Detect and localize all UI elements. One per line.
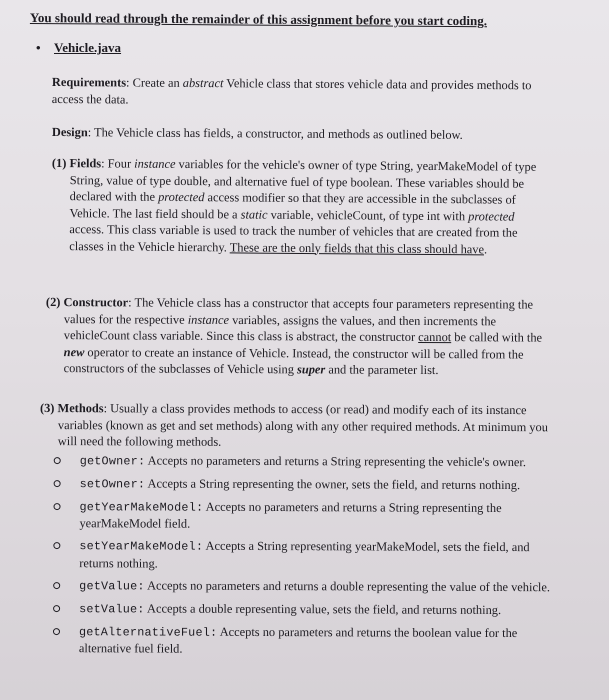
- fields-static: static: [240, 206, 268, 222]
- constructor-text-1: : The Vehicle class has a constructor that accepts four parameters representing the values for the respective: [63, 295, 534, 327]
- requirements-text-2: Vehicle class that stores vehicle data and provides methods to access the data.: [51, 76, 532, 107]
- constructor-section: [46, 294, 546, 379]
- fields-protected: protected: [158, 189, 205, 205]
- method-name: getYearMakeModel:: [79, 499, 204, 515]
- method-item: [39, 537, 559, 573]
- method-name: getValue:: [79, 578, 145, 593]
- circle-bullet-icon: [53, 605, 60, 612]
- circle-bullet-icon: [53, 582, 60, 589]
- circle-bullet-icon: [53, 628, 60, 635]
- fields-text-6: .: [483, 241, 488, 256]
- fields-only-note: These are the only fields that this class should have: [229, 239, 485, 256]
- vehicle-java-heading: [36, 40, 121, 56]
- method-item: [39, 497, 559, 533]
- method-item: [39, 576, 559, 596]
- method-item: [40, 474, 560, 494]
- method-desc: Accepts no parameters and returns a String representing the yearMakeModel field.: [79, 499, 502, 531]
- circle-bullet-icon: [54, 480, 61, 487]
- fields-text-5: access. This class variable is used to track the number of vehicles that are created from the classes in the Vehicle hierarchy.: [69, 222, 518, 254]
- method-desc: Accepts no parameters and returns a double representing the value of the vehicle.: [144, 577, 551, 594]
- method-item: [40, 451, 560, 471]
- constructor-instance: instance: [187, 312, 230, 327]
- method-item: [39, 622, 559, 658]
- fields-protected-2: protected: [468, 208, 515, 224]
- method-name: setOwner:: [79, 476, 146, 491]
- design-label: Design: [51, 124, 88, 140]
- requirements-paragraph: [52, 74, 552, 110]
- method-desc: Accepts no parameters and returns the boolean value for the alternative fuel field.: [78, 624, 518, 656]
- methods-list: [39, 451, 560, 658]
- requirements-text-1: : Create an: [126, 75, 183, 90]
- requirements-abstract: abstract: [182, 75, 224, 91]
- vehicle-java-filename: Vehicle.java: [54, 40, 122, 55]
- fields-text-3: access modifier so that they are accessible in the subclasses of Vehicle. The last field should be a: [69, 190, 516, 221]
- constructor-label: (2) Constructor: [45, 295, 129, 310]
- design-paragraph: [52, 124, 552, 144]
- constructor-new: new: [63, 344, 85, 359]
- fields-text-1: : Four: [101, 156, 135, 171]
- method-desc: Accepts a String representing the owner, sets the field, and returns nothing.: [145, 475, 521, 492]
- method-name: getOwner:: [79, 453, 146, 468]
- method-item: [39, 599, 559, 619]
- method-desc: Accepts a double representing value, sets the field, and returns nothing.: [144, 600, 502, 617]
- methods-intro-text: : Usually a class provides methods to access (or read) and modify each of its instance variables (known as get and set methods) along with any other required methods. At minimum you will need the following methods.: [57, 401, 548, 449]
- methods-intro: [40, 400, 560, 452]
- constructor-paragraph: [46, 294, 546, 379]
- constructor-super: super: [297, 362, 326, 377]
- design-text: : The Vehicle class has fields, a constructor, and methods as outlined below.: [87, 125, 463, 142]
- fields-text-2: variables for the vehicle's owner of type String, yearMakeModel of type String, value of type double, and alternative fuel of type boolean. These variables should be declared with the: [69, 156, 537, 204]
- constructor-text-3: be called with the: [451, 330, 543, 345]
- constructor-text-2: variables, assigns the values, and then increments the vehicleCount class variable. Since this class is abstract, the constructor: [63, 312, 497, 344]
- method-desc: Accepts no parameters and returns a String representing the vehicle's owner.: [145, 452, 527, 469]
- bullet-icon: •: [36, 40, 41, 55]
- circle-bullet-icon: [54, 503, 61, 510]
- fields-text-4: variable, vehicleCount, of type int with: [267, 207, 469, 223]
- fields-label: (1) Fields: [51, 155, 102, 171]
- requirements-label: Requirements: [51, 74, 127, 90]
- method-desc: Accepts a String representing yearMakeModel, sets the field, and returns nothing.: [79, 538, 530, 571]
- fields-instance: instance: [134, 156, 176, 171]
- method-name: getAlternativeFuel:: [78, 624, 218, 640]
- methods-section: [39, 400, 560, 664]
- circle-bullet-icon: [53, 542, 60, 549]
- methods-label: (3) Methods: [39, 401, 104, 416]
- method-name: setValue:: [79, 601, 145, 616]
- circle-bullet-icon: [54, 457, 61, 464]
- constructor-cannot: cannot: [418, 329, 452, 345]
- read-remainder-note: You should read through the remainder of this assignment before you start coding.: [29, 10, 488, 29]
- constructor-text-5: and the parameter list.: [325, 362, 439, 378]
- method-name: setYearMakeModel:: [79, 539, 204, 554]
- constructor-text-4: operator to create an instance of Vehicle. Instead, the constructor will be called from the constructors of the subclasses of Vehicle using: [63, 344, 524, 377]
- fields-section: [51, 155, 542, 258]
- fields-paragraph: [51, 155, 542, 258]
